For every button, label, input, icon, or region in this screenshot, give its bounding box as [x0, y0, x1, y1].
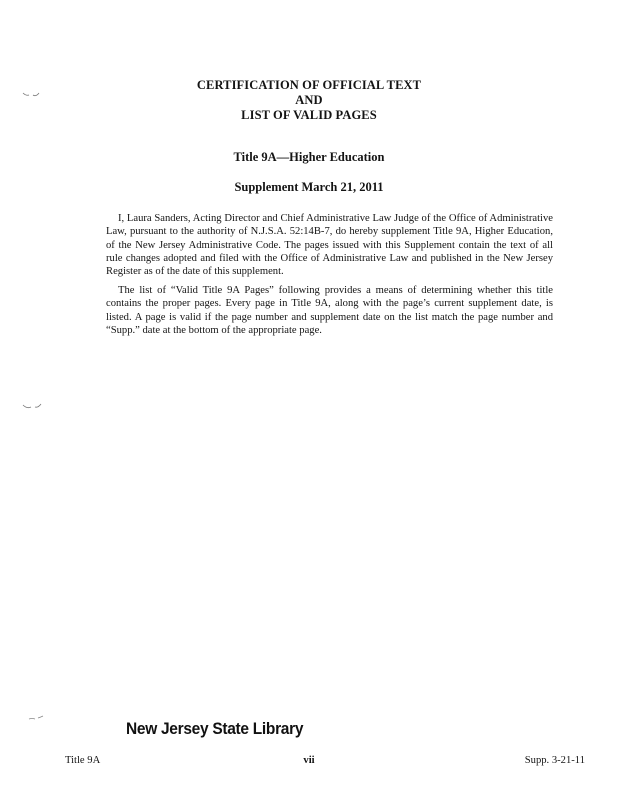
- valid-pages-paragraph: The list of “Valid Title 9A Pages” following provides a means of determining whether this title contains the proper pages. Every page in Title 9A, along with the page’s current supplement date, is listed. A page is valid if the page number and supplement date on the list match the page number and “Supp.” date at the bottom of the appropriate page.: [106, 285, 553, 336]
- page-number: vii: [303, 755, 315, 766]
- footer-title: Title 9A: [65, 755, 101, 766]
- supplement-date-heading: Supplement March 21, 2011: [234, 180, 384, 194]
- scan-mark-icon: [22, 402, 44, 410]
- scan-mark-icon: [28, 714, 50, 722]
- certification-paragraph: I, Laura Sanders, Acting Director and Chief Administrative Law Judge of the Office of Administrative Law, pursuant to the authority of N.J.S.A. 52:14B-7, do hereby supplement Title 9A, Higher Education, of the New Jersey Administrative Code. The pages issued with this Supplement contain the text of all rule changes adopted and filed with the Office of Administrative Law and published in the New Jersey Register as of the date of this supplement.: [106, 213, 553, 278]
- heading-line-2: AND: [295, 93, 323, 107]
- certification-heading: [0, 78, 618, 123]
- library-stamp: New Jersey State Library: [126, 720, 304, 739]
- footer-supplement-date: Supp. 3-21-11: [524, 755, 585, 766]
- heading-line-1: CERTIFICATION OF OFFICIAL TEXT: [196, 78, 422, 92]
- heading-line-3: LIST OF VALID PAGES: [241, 108, 377, 122]
- title-heading: Title 9A—Higher Education: [233, 150, 385, 164]
- scan-mark-icon: [22, 90, 44, 98]
